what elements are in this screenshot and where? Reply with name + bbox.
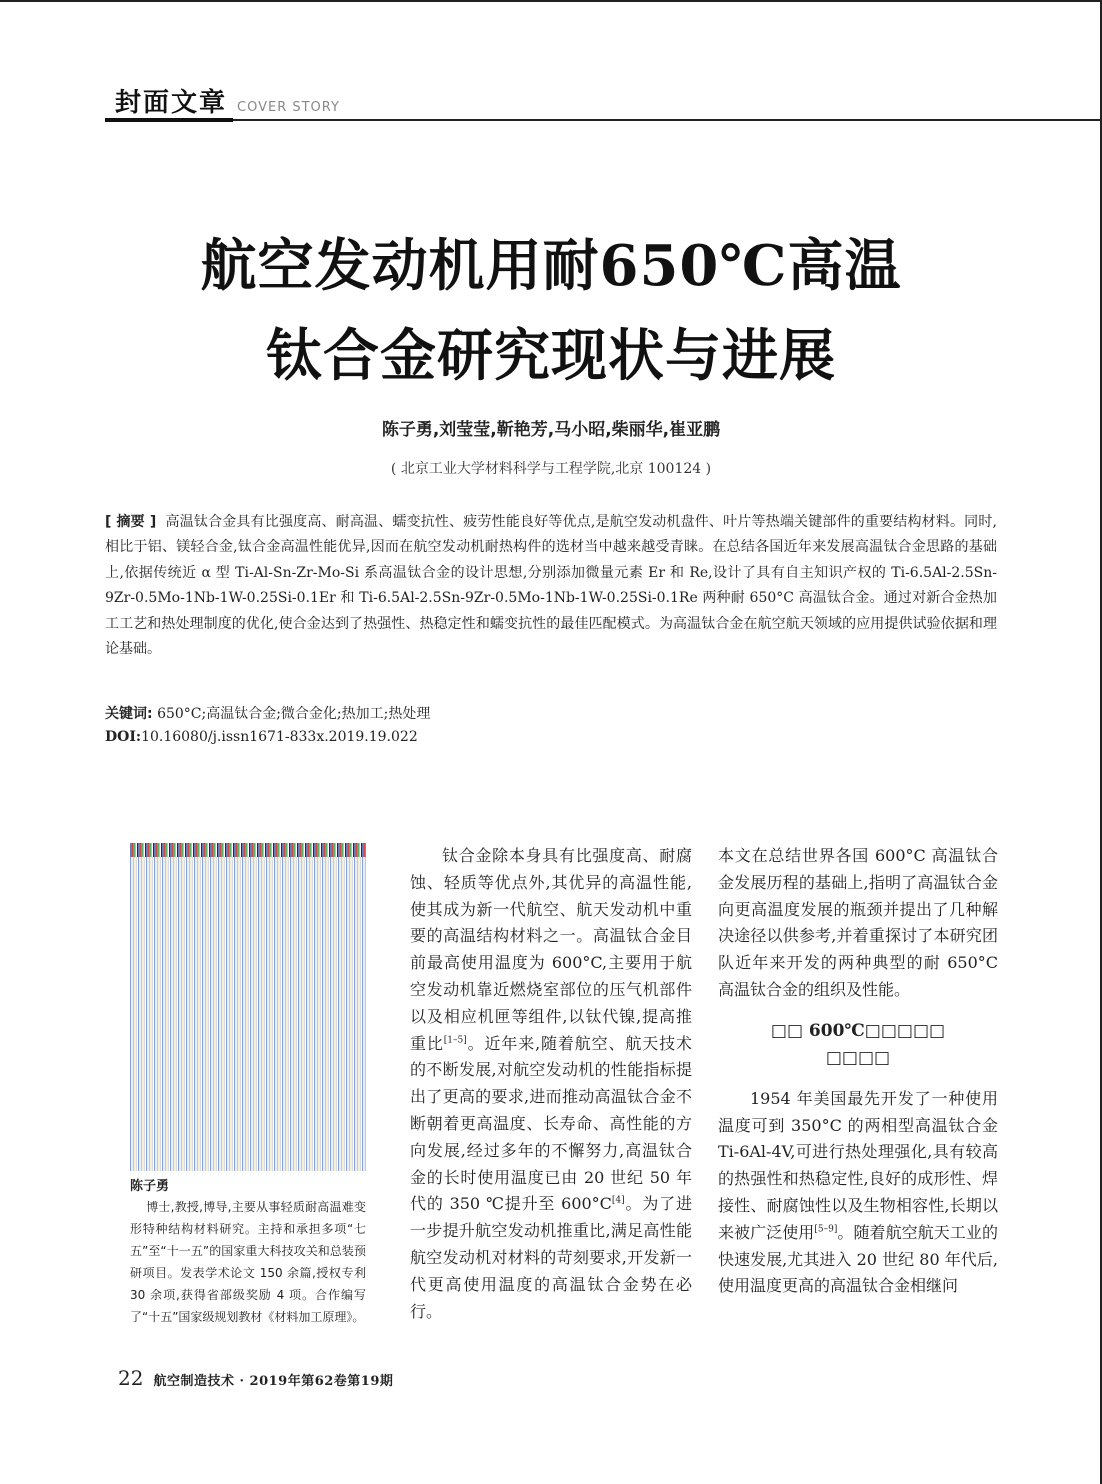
body-paragraph: 本文在总结世界各国 600°C 高温钛合金发展历程的基础上,指明了高温钛合金向更高温度发展的瓶颈并提出了几种解决途径以供参考,并着重探讨了本研究团队近年来开发的两种典型的耐 650°C 高温钛合金的组织及性能。 <box>718 846 998 999</box>
keywords-label: 关键词: <box>105 706 153 722</box>
body-text: 钛合金除本身具有比强度高、耐腐蚀、轻质等优点外,其优异的高温性能,使其成为新一代航空、航天发动机中重要的高温结构材料之一。高温钛合金目前最高使用温度为 600°C,主要用于航空发动机靠近燃烧室部位的压气机部件以及相应机匣等组件,以钛代镍,提高推重比 <box>410 846 692 1053</box>
citation: [1–5] <box>443 1035 467 1046</box>
doi-label: DOI: <box>105 729 142 745</box>
photo-stripe-pattern <box>130 857 366 1171</box>
abstract-label: [ 摘要 ] <box>105 514 157 530</box>
section-label-cn: 封面文章 <box>115 88 228 118</box>
affiliation: ( 北京工业大学材料科学与工程学院,北京 100124 ) <box>390 461 712 477</box>
section-header <box>105 80 1102 124</box>
body-text: 。为了进一步提升航空发动机推重比,满足高性能航空发动机对材料的苛刻要求,开发新一代更高使用温度的高温钛合金势在必行。 <box>410 1194 692 1321</box>
section-heading-line2: □□□□ <box>825 1047 891 1068</box>
article-title-line2: 钛合金研究现状与进展 <box>266 323 836 389</box>
abstract-text: 高温钛合金具有比强度高、耐高温、蠕变抗性、疲劳性能良好等优点,是航空发动机盘件、叶片等热端关键部件的重要结构材料。同时,相比于铝、镁轻合金,钛合金高温性能优异,因而在航空发动机耐热构件的选材当中越来越受青睐。在总结各国近年来发展高温钛合金思路的基础上,依据传统近 α 型 Ti-Al-Sn-Zr-Mo-Si 系高温钛合金的设计思想,分别添加微量元素 Er 和 Re,设计了具有自主知识产权的 Ti-6.5Al-2.5Sn-9Zr-0.5Mo-1Nb-1W-0.25Si-0.1Er 和 Ti-6.5Al-2.5Sn-9Zr-0.5Mo-1Nb-1W-0.25Si-0.1Re 两种耐 650°C 高温钛合金。通过对新合金热加工工艺和热处理制度的优化,使合金达到了热强性、热稳定性和蠕变抗性的最佳匹配模式。为高温钛合金在航空航天领域的应用提供试验依据和理论基础。 <box>105 514 997 658</box>
citation: [5–9] <box>814 1224 838 1235</box>
section-label-en: COVER STORY <box>237 100 340 115</box>
body-paragraph <box>718 1086 998 1300</box>
author-list: 陈子勇,刘莹莹,靳艳芳,马小昭,柴丽华,崔亚鹏 <box>381 420 721 440</box>
bio-text <box>130 1196 366 1328</box>
keywords <box>105 703 997 723</box>
body-text: 1954 年美国最先开发了一种使用温度可到 350°C 的两相型高温钛合金 Ti-6Al-4V,可进行热处理强化,具有较高的热强性和热稳定性,良好的成形性、焊接性、耐腐蚀性以及生物相容性,长期以来被广泛使用 <box>718 1088 998 1242</box>
section-rule <box>233 119 1102 121</box>
page-frame-top <box>0 0 1102 2</box>
doi <box>105 729 997 745</box>
journal-name: 航空制造技术 · 2019年第62卷第19期 <box>153 1374 394 1389</box>
page-footer <box>118 1366 393 1390</box>
page-number: 22 <box>118 1366 144 1390</box>
abstract <box>105 510 997 662</box>
body-column-2 <box>718 843 998 1300</box>
keywords-text: 650°C;高温钛合金;微合金化;热加工;热处理 <box>157 706 431 722</box>
body-column-1 <box>410 843 692 1325</box>
bio-text-body: 博士,教授,博导,主要从事轻质耐高温难变形特种结构材料研究。主持和承担多项“七五”至“十一五”的国家重大科技攻关和总装预研项目。发表学术论文 150 余篇,授权专利 30 余项,获得省部级奖励 4 项。合作编写了“十五”国家级规划教材《材料加工原理》。 <box>130 1200 366 1324</box>
citation: [4] <box>611 1196 625 1207</box>
bio-name: 陈子勇 <box>130 1179 170 1194</box>
author-photo <box>130 843 366 1171</box>
doi-text: 10.16080/j.issn1671-833x.2019.19.022 <box>141 729 418 745</box>
body-text: 。近年来,随着航空、航天技术的不断发展,对航空发动机的性能指标提出了更高的要求,进而推动高温钛合金不断朝着更高温度、长寿命、高性能的方向发展,经过多年的不懈努力,高温钛合金的长时使用温度已由 20 世纪 50 年代的 350 ℃提升至 600°C <box>410 1033 692 1214</box>
body-paragraph <box>410 843 692 1325</box>
article-title-line1: 航空发动机用耐650℃高温 <box>200 233 902 299</box>
section-heading-line1: □□ 600℃□□□□□ <box>770 1020 946 1041</box>
body-text: 。随着航空航天工业的快速发展,尤其进入 20 世纪 80 年代后,使用温度更高的高温钛合金相继问 <box>718 1222 998 1296</box>
section-rule-accent <box>105 118 233 122</box>
photo-noise-band <box>130 843 366 857</box>
section-heading <box>718 1018 998 1072</box>
